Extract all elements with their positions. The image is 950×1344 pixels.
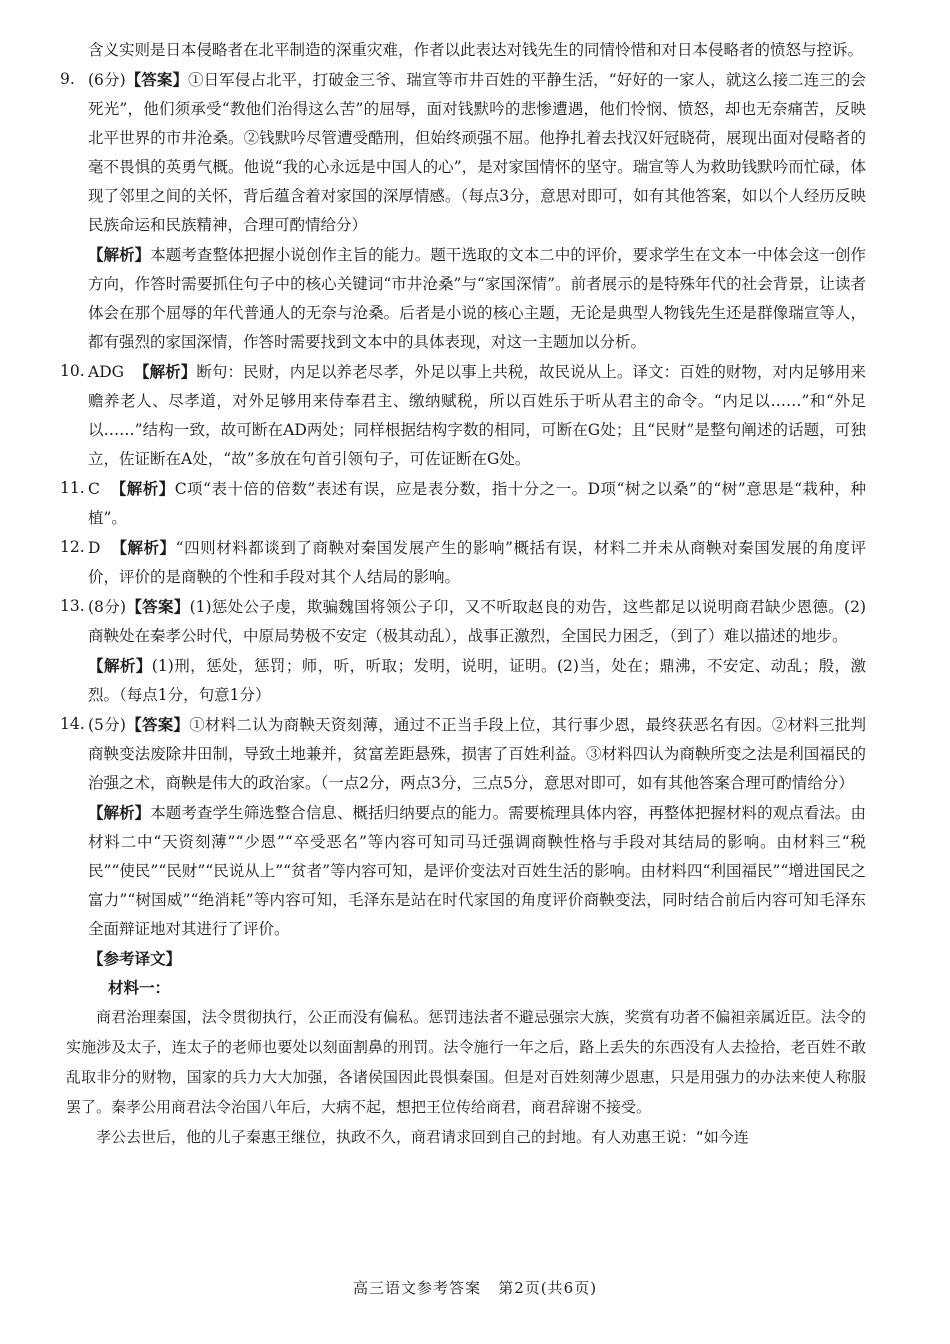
item-number: 9. [60,70,75,88]
answer-item-12 [60,533,866,592]
translation-heading: 【参考译文】 [88,949,182,968]
answer-text: D [88,539,101,557]
translation-paragraph: 孝公去世后，他的儿子秦惠王继位，执政不久，商君请求回到自己的封地。有人劝惠王说：“如今连 [96,1128,749,1146]
item-number: 14. [60,715,85,733]
answer-item-10 [60,357,866,474]
answer-text: ①材料二认为商鞅天资刻薄，通过不正当手段上位，其行事少恩，最终获恶名有因。②材料三批判商鞅变法废除井田制，导致土地兼并，贫富差距悬殊，损害了百姓利益。③材料四认为商鞅所变之法是利国福民的治强之术，商鞅是伟大的政治家。（一点2分，两点3分，三点5分，意思对即可，如有其他答案合理可酌情给分） [88,716,866,792]
analysis-tag: 【解析】 [88,803,151,822]
analysis-tag: 【解析】 [111,538,176,557]
translation-paragraph: 商君治理秦国，法令贯彻执行，公正而没有偏私。惩罚违法者不避忌强宗大族，奖赏有功者不偏袒亲属近臣。法令的实施涉及太子，连太子的老师也要处以刻面割鼻的刑罚。法令施行一年之后，路上丢失的东西没有人去捡拾，老百姓不敢乱取非分的财物，国家的兵力大大加强，各诸侯国因此畏惧秦国。但是对百姓刻薄少恩惠，只是用强力的办法来使人称服罢了。秦孝公用商君法令治国八年后，大病不起，想把王位传给商君，商君辞谢不接受。 [66,1008,866,1116]
analysis-text: 本题考查学生筛选整合信息、概括归纳要点的能力。需要梳理具体内容，再整体把握材料的观点看法。由材料二中“天资刻薄”“少恩”“卒受恶名”等内容可知司马迁强调商鞅性格与手段对其结局的影响。由材料三“税民”“使民”“民财”“民说从上”“贫者”等内容可知，是评价变法对百姓生活的影响。由材料四“利国福民”“增进国民之富力”“树国威”“绝消耗”等内容可知，毛泽东是站在时代家国的角度评价商鞅变法，同时结合前后内容可知毛泽东全面辩证地对其进行了评价。 [88,804,866,938]
intro-continued-paragraph: 含义实则是日本侵略者在北平制造的深重灾难，作者以此表达对钱先生的同情怜惜和对日本侵略者的愤怒与控诉。 [88,41,864,59]
analysis-text: (1)刑，惩处，惩罚；师，听，听取；发明，说明，证明。(2)当，处在；鼎沸，不安定、动乱；殷，激烈。（每点1分，句意1分） [88,657,866,704]
item-number: 12. [60,538,85,556]
analysis-tag: 【解析】 [134,362,197,381]
analysis-tag: 【解析】 [88,656,152,675]
footer-subject: 高三语文参考答案 [352,1279,481,1297]
answer-tag: 【答案】 [125,70,189,89]
analysis-tag: 【解析】 [110,479,175,498]
analysis-text: 断句：民财，内足以养老尽孝，外足以事上共税，故民说从上。译文：百姓的财物，对内足够用来赡养老人、尽孝道，对外足够用来侍奉君主、缴纳赋税，所以百姓乐于听从君主的命令。“内足以……”和“外足以……”结构一致，故可断在AD两处；同样根据结构字数的相同，可断在G处；且“民财”是整句阐述的话题，可独立，佐证断在A处，“故”多放在句首引领句子，可佐证断在G处。 [88,363,866,468]
footer-page-number: 第2页(共6页) [498,1279,598,1297]
answer-text: ①日军侵占北平，打破金三爷、瑞宣等市井百姓的平静生活，“好好的一家人，就这么接二连三的会死光”，他们须承受“教他们治得这么苦”的屈辱，面对钱默吟的悲惨遭遇，他们怜悯、愤怒，却也无奈痛苦，反映北平世界的市井沧桑。②钱默吟尽管遭受酷刑，但始终顽强不屈。他挣扎着去找汉奸冠晓荷，展现出面对侵略者的毫不畏惧的英勇气概。他说“我的心永远是中国人的心”，是对家国情怀的坚守。瑞宣等人为救助钱默吟而忙碌，体现了邻里之间的关怀，背后蕴含着对家国的深厚情感。（每点3分，意思对即可，如有其他答案，如以个人经历反映民族命运和民族精神，合理可酌情给分） [88,71,866,234]
answer-text: C [88,480,100,498]
analysis-text: 本题考查整体把握小说创作主旨的能力。题干选取的文本二中的评价，要求学生在文本一中体会这一创作方向，作答时需要抓住句子中的核心关键词“市井沧桑”与“家国深情”。前者展示的是特殊年代的社会背景，让读者体会在那个屈辱的年代普通人的无奈与沧桑。后者是小说的核心主题，无论是典型人物钱先生还是群像瑞宣等人，都有强烈的家国深情，作答时需要找到文本中的具体表现，对这一主题加以分析。 [88,246,866,351]
item-number: 10. [60,362,85,380]
item-score: (8分) [88,598,127,616]
analysis-text: “四则材料都谈到了商鞅对秦国发展产生的影响”概括有误，材料二并未从商鞅对秦国发展的角度评价，评价的是商鞅的个性和手段对其个人结局的影响。 [88,539,866,586]
item-number: 11. [60,479,85,497]
item-number: 13. [60,597,85,615]
analysis-text: C项“表十倍的倍数”表述有误，应是表分数，指十分之一。D项“树之以桑”的“树”意思是“栽种，种植”。 [88,480,866,527]
answer-tag: 【答案】 [125,715,190,734]
analysis-tag: 【解析】 [88,245,151,264]
item-score: (6分) [88,71,126,89]
answer-text: ADG [88,363,125,381]
answer-item-9 [60,65,866,357]
item-score: (5分) [88,716,126,734]
answer-text: (1)惩处公子虔，欺骗魏国将领公子卬，又不听取赵良的劝告，这些都足以说明商君缺少恩德。(2)商鞅处在秦孝公时代，中原局势极不安定（极其动乱），战事正激烈，全国民力困乏，（到了）难以描述的地步。 [88,598,866,645]
material-one-title: 材料一： [108,978,171,997]
answer-item-11 [60,474,866,533]
page-footer [0,1277,950,1298]
answer-tag: 【答案】 [126,597,190,616]
answer-item-14 [60,710,866,944]
answer-item-13 [60,592,866,710]
